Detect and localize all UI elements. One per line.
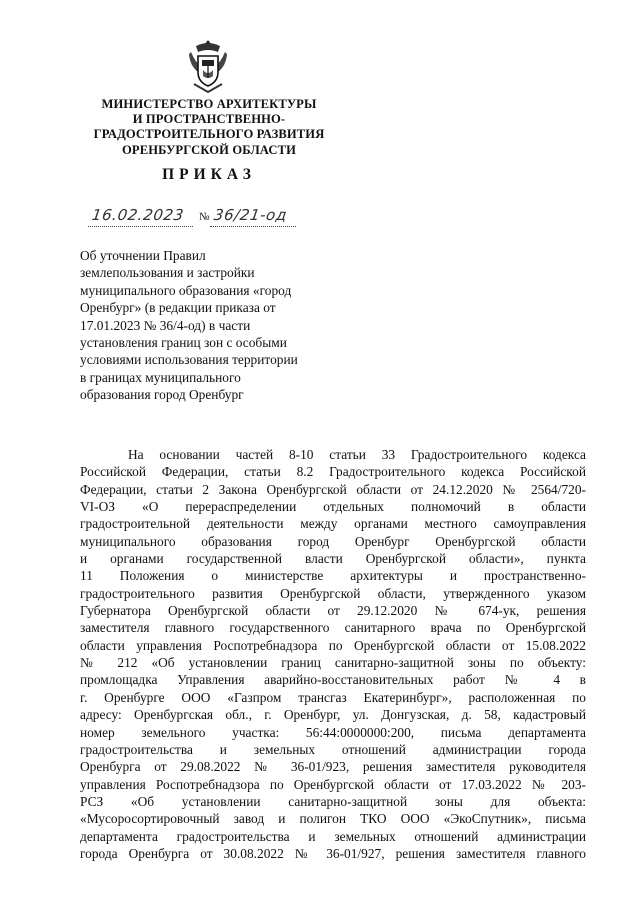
body-line: департамента градостроительства и земельных отношений администрации — [80, 828, 586, 844]
body-line: градостроительного развития Оренбургской области, утвержденного указом — [80, 585, 586, 601]
number-underline — [210, 226, 296, 227]
body-line: Губернатора Оренбургской области от 29.12.2020 № 674-ук, решения — [80, 603, 586, 619]
subject-line: землепользования и застройки — [80, 265, 255, 281]
ministry-name — [78, 97, 340, 158]
body-line: муниципального образования город Оренбург Оренбургской области — [80, 533, 586, 549]
registration-line — [88, 206, 328, 230]
body-line: градостроительной деятельности между органами местного самоуправления — [80, 516, 586, 532]
ministry-line: МИНИСТЕРСТВО АРХИТЕКТУРЫ — [101, 97, 317, 111]
body-line: Оренбурга от 29.08.2022 № 36-01/923, решения заместителя руководителя — [80, 759, 586, 775]
coat-of-arms-icon — [188, 38, 228, 94]
ministry-line: ГРАДОСТРОИТЕЛЬНОГО РАЗВИТИЯ — [93, 127, 325, 142]
body-line: адресу: Оренбургская обл., г. Оренбург, ул. Донгузская, д. 58, кадастровый — [80, 707, 586, 723]
body-line: На основании частей 8-10 статьи 33 Градостроительного кодекса — [128, 447, 586, 462]
ministry-line: ОРЕНБУРГСКОЙ ОБЛАСТИ — [122, 142, 296, 157]
order-date: 16.02.2023 — [90, 206, 186, 224]
body-line: города Оренбурга от 30.08.2022 № 36-01/927, решения заместителя главного — [80, 845, 586, 861]
body-line: 11 Положения о министерстве архитектуры и пространственно- — [80, 568, 586, 584]
number-sign: № — [199, 211, 210, 223]
body-line: заместителя главного государственного санитарного врача по Оренбургской — [80, 620, 586, 636]
subject-line: муниципального образования «город — [80, 282, 292, 298]
body-line: № 212 «Об установлении границ санитарно-защитной зоны по объекту: — [80, 655, 586, 671]
body-line: номер земельного участка: 56:44:0000000:200, письма департамента — [80, 724, 586, 740]
subject-line: Об уточнении Правил — [80, 248, 206, 263]
subject-line: установления границ зон с особыми — [80, 335, 287, 351]
order-body — [80, 446, 586, 862]
body-line: градостроительства и земельных отношений администрации города — [80, 741, 586, 757]
subject-line: Оренбург» (в редакции приказа от — [80, 300, 276, 316]
order-number: 36/21-од — [212, 206, 289, 224]
date-underline — [88, 226, 193, 227]
subject-line: 17.01.2023 № 36/4-од) в части — [80, 317, 251, 333]
body-line: Федерации, статьи 2 Закона Оренбургской области от 24.12.2020 № 2564/720- — [80, 481, 586, 497]
body-line: области управления Роспотребнадзора по Оренбургской области от 15.08.2022 — [80, 637, 586, 653]
ministry-line: И ПРОСТРАНСТВЕННО- — [132, 112, 286, 127]
body-line: г. Оренбурге ООО «Газпром трансгаз Екатеринбург», расположенная по — [80, 689, 586, 705]
subject-line: в границах муниципального — [80, 369, 241, 385]
body-line: управления Роспотребнадзора по Оренбургской области от 17.03.2022 № 203- — [80, 776, 586, 792]
body-line: Российской Федерации, статьи 8.2 Градостроительного кодекса Российской — [80, 464, 586, 480]
body-line: VI-ОЗ «О перераспределении отдельных полномочий в области — [80, 499, 586, 515]
body-line: и органами государственной власти Оренбургской области», пункта — [80, 551, 586, 567]
body-line: «Мусоросортировочный завод и полигон ТКО ООО «ЭкоСпутник», письма — [80, 811, 586, 827]
order-subject — [80, 247, 380, 404]
body-line: РСЗ «Об установлении санитарно-защитной зоны для объекта: — [80, 793, 586, 809]
subject-line: образования город Оренбург — [80, 387, 244, 403]
subject-line: условиями использования территории — [80, 352, 298, 368]
body-line: промлощадка Управления аварийно-восстановительных работ № 4 в — [80, 672, 586, 688]
document-type: ПРИКАЗ — [162, 166, 256, 183]
